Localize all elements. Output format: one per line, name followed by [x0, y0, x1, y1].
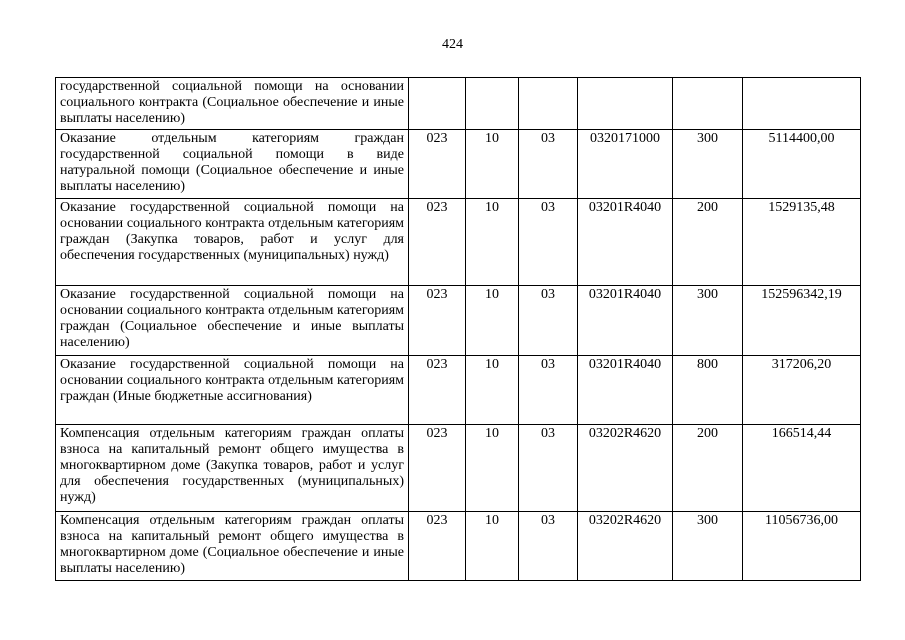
row-target-code: 03201R4040 [578, 199, 673, 286]
row-section-code: 10 [466, 356, 519, 425]
budget-table [55, 77, 861, 581]
row-target-code [578, 78, 673, 130]
row-target-code: 0320171000 [578, 130, 673, 199]
row-subsection-code: 03 [519, 286, 578, 356]
row-target-code: 03201R4040 [578, 286, 673, 356]
row-expense-type: 300 [673, 512, 743, 581]
row-section-code: 10 [466, 286, 519, 356]
row-amount [743, 78, 861, 130]
row-expense-type: 200 [673, 425, 743, 512]
row-target-code: 03202R4620 [578, 425, 673, 512]
row-amount: 1529135,48 [743, 199, 861, 286]
row-description: Оказание отдельным категориям граждан государственной социальной помощи в виде натуральной помощи (Социальное обеспечение и иные выплаты населению) [56, 130, 409, 199]
row-description: государственной социальной помощи на основании социального контракта (Социальное обеспечение и иные выплаты населению) [56, 78, 409, 130]
row-subsection-code: 03 [519, 199, 578, 286]
row-expense-type: 300 [673, 130, 743, 199]
row-ministry-code: 023 [409, 512, 466, 581]
table-row [56, 425, 861, 512]
table-row [56, 512, 861, 581]
page-number: 424 [442, 37, 463, 52]
table-row [56, 78, 861, 130]
row-ministry-code: 023 [409, 130, 466, 199]
row-ministry-code [409, 78, 466, 130]
row-amount: 11056736,00 [743, 512, 861, 581]
row-section-code [466, 78, 519, 130]
row-section-code: 10 [466, 199, 519, 286]
row-expense-type: 300 [673, 286, 743, 356]
row-ministry-code: 023 [409, 356, 466, 425]
table-row [56, 286, 861, 356]
row-description: Оказание государственной социальной помощи на основании социального контракта отдельным категориям граждан (Иные бюджетные ассигнования) [56, 356, 409, 425]
row-expense-type: 200 [673, 199, 743, 286]
row-amount: 317206,20 [743, 356, 861, 425]
table-row [56, 199, 861, 286]
row-section-code: 10 [466, 512, 519, 581]
row-target-code: 03202R4620 [578, 512, 673, 581]
row-subsection-code: 03 [519, 130, 578, 199]
row-subsection-code: 03 [519, 425, 578, 512]
row-subsection-code: 03 [519, 356, 578, 425]
row-subsection-code: 03 [519, 512, 578, 581]
row-amount: 5114400,00 [743, 130, 861, 199]
row-target-code: 03201R4040 [578, 356, 673, 425]
row-description: Компенсация отдельным категориям граждан оплаты взноса на капитальный ремонт общего имущества в многоквартирном доме (Социальное обеспечение и иные выплаты населению) [56, 512, 409, 581]
row-description: Компенсация отдельным категориям граждан оплаты взноса на капитальный ремонт общего имущества в многоквартирном доме (Закупка товаров, работ и услуг для обеспечения государственных (муниципальных) нужд) [56, 425, 409, 512]
row-amount: 152596342,19 [743, 286, 861, 356]
row-section-code: 10 [466, 425, 519, 512]
table-row [56, 356, 861, 425]
row-ministry-code: 023 [409, 425, 466, 512]
table-row [56, 130, 861, 199]
row-ministry-code: 023 [409, 286, 466, 356]
row-ministry-code: 023 [409, 199, 466, 286]
row-description: Оказание государственной социальной помощи на основании социального контракта отдельным категориям граждан (Закупка товаров, работ и услуг для обеспечения государственных (муниципальных) нужд) [56, 199, 409, 286]
row-amount: 166514,44 [743, 425, 861, 512]
row-description: Оказание государственной социальной помощи на основании социального контракта отдельным категориям граждан (Социальное обеспечение и иные выплаты населению) [56, 286, 409, 356]
row-subsection-code [519, 78, 578, 130]
row-expense-type [673, 78, 743, 130]
row-expense-type: 800 [673, 356, 743, 425]
row-section-code: 10 [466, 130, 519, 199]
